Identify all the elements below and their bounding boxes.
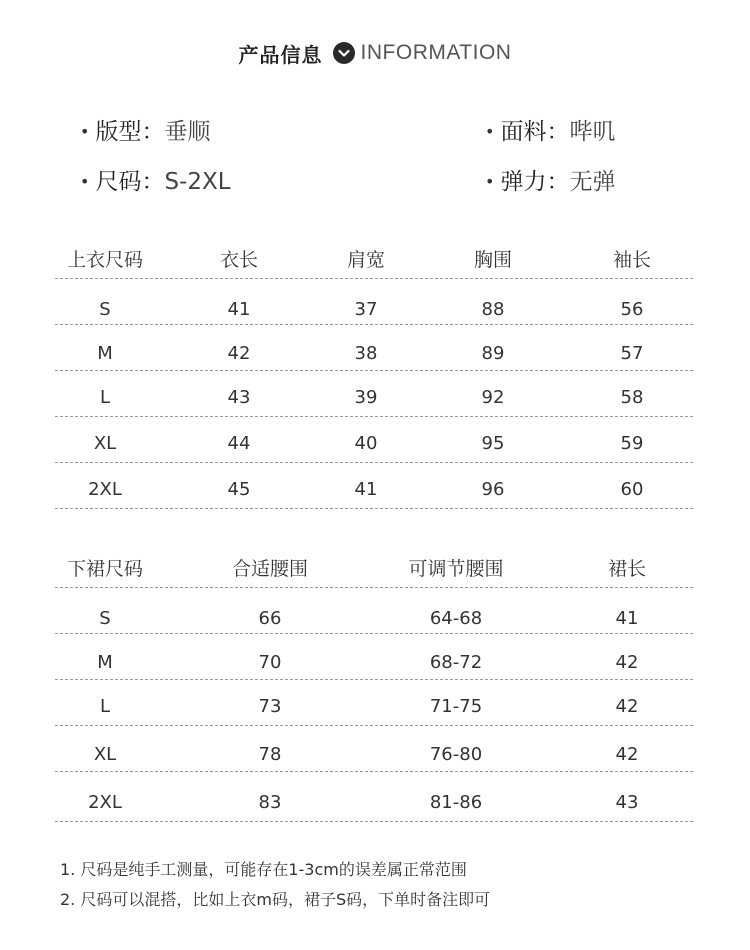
- table-cell: 96: [481, 479, 505, 500]
- top-size-table: [55, 245, 693, 509]
- table-cell: 92: [481, 387, 505, 408]
- skirt-size-table: [55, 554, 693, 822]
- table-cell: 88: [481, 299, 505, 320]
- table-header-row: [55, 245, 693, 279]
- table-header-cell: 下裙尺码: [66, 558, 143, 580]
- table-row: [55, 463, 693, 509]
- table-cell: S: [99, 608, 111, 629]
- table-header-cell: 上衣尺码: [66, 249, 143, 271]
- table-cell: 66: [258, 608, 282, 629]
- spec-value: 哔叽: [569, 119, 616, 145]
- table-cell: 89: [481, 343, 505, 364]
- table-row: [55, 588, 693, 634]
- table-row: [55, 634, 693, 680]
- table-cell: 2XL: [88, 792, 122, 813]
- spec-label: 尺码：: [95, 169, 165, 195]
- bullet-dot-icon: •: [80, 172, 90, 191]
- table-cell: 39: [354, 387, 378, 408]
- table-cell: 41: [615, 608, 639, 629]
- table-cell: 76-80: [429, 744, 483, 765]
- bullet-dot-icon: •: [485, 122, 495, 141]
- header-title-en: INFORMATION: [360, 41, 512, 64]
- table-cell: 37: [354, 299, 378, 320]
- table-cell: 42: [615, 744, 639, 765]
- table-header-cell: 肩宽: [346, 249, 385, 271]
- table-row: [55, 325, 693, 371]
- table-cell: 41: [227, 299, 251, 320]
- table-row: [55, 726, 693, 772]
- chevron-down-icon: [333, 42, 355, 64]
- table-cell: M: [97, 652, 113, 673]
- spec-label: 弹力：: [500, 169, 570, 195]
- table-row: [55, 279, 693, 325]
- table-cell: 56: [620, 299, 644, 320]
- table-header-cell: 胸围: [473, 249, 512, 271]
- table-header-cell: 裙长: [607, 558, 646, 580]
- table-cell: 60: [620, 479, 644, 500]
- table-cell: 43: [615, 792, 639, 813]
- table-cell: 41: [354, 479, 378, 500]
- bullet-dot-icon: •: [80, 122, 90, 141]
- table-cell: 64-68: [429, 608, 483, 629]
- table-cell: 71-75: [429, 696, 483, 717]
- table-header-cell: 衣长: [219, 249, 258, 271]
- table-cell: 38: [354, 343, 378, 364]
- table-row: [55, 772, 693, 822]
- header-title-cn: 产品信息: [238, 42, 323, 67]
- spec-stretch: [485, 162, 615, 202]
- table-cell: 70: [258, 652, 282, 673]
- table-cell: M: [97, 343, 113, 364]
- table-cell: 42: [615, 652, 639, 673]
- table-cell: 83: [258, 792, 282, 813]
- section-header: [0, 36, 750, 70]
- table-row: [55, 680, 693, 726]
- table-cell: 40: [354, 433, 378, 454]
- table-cell: L: [99, 387, 111, 408]
- table-row: [55, 417, 693, 463]
- table-cell: 73: [258, 696, 282, 717]
- table-cell: 58: [620, 387, 644, 408]
- spec-fabric: [485, 112, 615, 152]
- table-header-row: [55, 554, 693, 588]
- table-cell: 78: [258, 744, 282, 765]
- spec-fit: [80, 112, 210, 152]
- spec-value: 垂顺: [164, 119, 211, 145]
- spec-value: 无弹: [569, 169, 616, 195]
- table-cell: 95: [481, 433, 505, 454]
- bullet-dot-icon: •: [485, 172, 495, 191]
- table-header-cell: 合适腰围: [231, 558, 308, 580]
- table-cell: 59: [620, 433, 644, 454]
- table-cell: 44: [227, 433, 251, 454]
- table-cell: XL: [93, 744, 117, 765]
- product-specs: [80, 112, 680, 212]
- table-cell: XL: [93, 433, 117, 454]
- note-line: 2. 尺码可以混搭，比如上衣m码，裙子S码，下单时备注即可: [60, 890, 491, 909]
- table-row: [55, 371, 693, 417]
- table-header-cell: 袖长: [612, 249, 651, 271]
- table-cell: S: [99, 299, 111, 320]
- table-cell: 42: [615, 696, 639, 717]
- spec-label: 面料：: [500, 119, 570, 145]
- table-cell: 2XL: [88, 479, 122, 500]
- table-header-cell: 可调节腰围: [408, 558, 504, 580]
- table-cell: L: [99, 696, 111, 717]
- note-line: 1. 尺码是纯手工测量，可能存在1-3cm的误差属正常范围: [60, 860, 467, 879]
- table-cell: 68-72: [429, 652, 483, 673]
- table-cell: 81-86: [429, 792, 483, 813]
- size-notes: [60, 855, 490, 915]
- table-cell: 45: [227, 479, 251, 500]
- spec-label: 版型：: [95, 119, 165, 145]
- spec-size: [80, 162, 231, 202]
- table-cell: 57: [620, 343, 644, 364]
- table-cell: 42: [227, 343, 251, 364]
- spec-value: S-2XL: [164, 169, 231, 195]
- table-cell: 43: [227, 387, 251, 408]
